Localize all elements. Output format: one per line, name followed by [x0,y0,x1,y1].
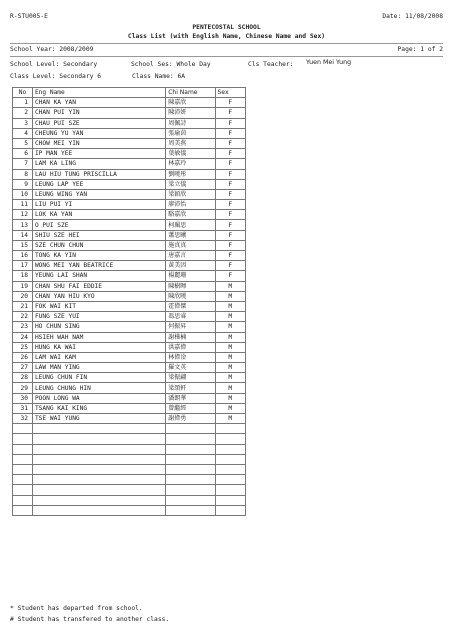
header-divider [10,43,443,44]
table-row [13,189,246,199]
cell-eng-name: IP MAN YEE [32,149,165,159]
cell-chi-name: 梁頌軒 [166,383,215,393]
empty-cell [13,495,33,505]
cell-chi-name: 周美燕 [166,138,215,148]
cell-eng-name: SHIU SZE HEI [32,230,165,240]
cell-eng-name: CHEUNG YU YAN [32,128,165,138]
cell-eng-name: LEUNG LAP YEE [32,179,165,189]
cell-no: 23 [13,322,33,332]
cell-chi-name: 張瑜茵 [166,128,215,138]
empty-cell [215,464,245,474]
cell-eng-name: LAM WAI KAM [32,352,165,362]
cell-sex: M [215,363,245,373]
cell-eng-name: YEUNG LAI SHAN [32,271,165,281]
report-code: R-STU005-E [10,13,48,20]
cell-no: 7 [13,159,33,169]
cell-no: 12 [13,210,33,220]
cell-sex: M [215,373,245,383]
cell-eng-name: SZE CHUN CHUN [32,240,165,250]
cell-sex: M [215,281,245,291]
cell-no: 18 [13,271,33,281]
empty-cell [215,444,245,454]
cell-no: 20 [13,291,33,301]
cell-chi-name: 林偉淦 [166,352,215,362]
column-header-sex: Sex [215,88,245,98]
cell-sex: M [215,352,245,362]
empty-cell [32,424,165,434]
cell-chi-name: 曾繼經 [166,403,215,413]
table-row [13,179,246,189]
cell-no: 16 [13,251,33,261]
empty-cell [13,424,33,434]
table-row [13,363,246,373]
cell-chi-name: 楊麗珊 [166,271,215,281]
table-row [13,251,246,261]
cell-sex: F [215,169,245,179]
cell-chi-name: 霍偉傑 [166,301,215,311]
cell-chi-name: 林嘉玲 [166,159,215,169]
table-row [13,220,246,230]
cell-chi-name: 柯珮思 [166,220,215,230]
cell-eng-name: O PUI SZE [32,220,165,230]
cell-no: 4 [13,128,33,138]
empty-cell [32,485,165,495]
table-row [13,352,246,362]
table-row [13,393,246,403]
cell-sex: M [215,383,245,393]
table-row [13,138,246,148]
empty-row [13,454,246,464]
table-row [13,108,246,118]
table-row [13,383,246,393]
table-row [13,261,246,271]
cell-no: 29 [13,383,33,393]
empty-row [13,424,246,434]
cell-eng-name: POON LONG WA [32,393,165,403]
cell-no: 15 [13,240,33,250]
cell-no: 25 [13,342,33,352]
table-row [13,149,246,159]
empty-cell [215,434,245,444]
cell-sex: F [215,240,245,250]
cell-chi-name: 陳欣曉 [166,291,215,301]
cell-sex: F [215,261,245,271]
cell-no: 30 [13,393,33,403]
cell-no: 24 [13,332,33,342]
cell-eng-name: CHAN YAN HIU KYO [32,291,165,301]
cell-sex: M [215,291,245,301]
empty-cell [13,454,33,464]
empty-cell [32,495,165,505]
cell-no: 31 [13,403,33,413]
cell-eng-name: LAW MAN YING [32,363,165,373]
empty-cell [13,464,33,474]
cell-eng-name: LAM KA LING [32,159,165,169]
cell-sex: F [215,220,245,230]
note-transferred: # Student has transfered to another class. [10,616,170,623]
cell-sex: M [215,322,245,332]
cell-eng-name: HSIEH WAH NAM [32,332,165,342]
cell-sex: F [215,159,245,169]
cell-eng-name: TSANG KAI KING [32,403,165,413]
empty-row [13,485,246,495]
cell-eng-name: CHAN SHU FAI EDDIE [32,281,165,291]
cell-sex: M [215,332,245,342]
report-date [382,13,443,20]
cell-no: 19 [13,281,33,291]
cell-eng-name: FUNG SZE YUI [32,312,165,322]
cell-chi-name: 駱嘉欣 [166,210,215,220]
cell-sex: M [215,301,245,311]
cell-chi-name: 陳嘉欣 [166,98,215,108]
cell-chi-name: 葉敏儀 [166,149,215,159]
cell-no: 9 [13,179,33,189]
cell-sex: F [215,271,245,281]
cell-chi-name: 洪嘉偉 [166,342,215,352]
class-teacher-label: Cls Teacher: [248,61,294,68]
cell-chi-name: 施真真 [166,240,215,250]
empty-cell [215,454,245,464]
cell-no: 1 [13,98,33,108]
cell-sex: F [215,128,245,138]
cell-no: 10 [13,189,33,199]
table-row [13,414,246,424]
cell-sex: F [215,251,245,261]
empty-cell [166,444,215,454]
cell-chi-name: 黃美因 [166,261,215,271]
cell-no: 5 [13,138,33,148]
empty-cell [166,505,215,515]
cell-no: 32 [13,414,33,424]
cell-sex: F [215,118,245,128]
table-row [13,98,246,108]
cell-no: 14 [13,230,33,240]
table-row [13,118,246,128]
cell-no: 8 [13,169,33,179]
cell-chi-name: 謝樺楠 [166,332,215,342]
cell-no: 28 [13,373,33,383]
empty-cell [32,444,165,454]
empty-row [13,444,246,454]
empty-cell [32,434,165,444]
cell-sex: M [215,403,245,413]
cell-chi-name: 梁振翩 [166,373,215,383]
cell-eng-name: FOK WAI KIT [32,301,165,311]
table-row [13,271,246,281]
school-session: School Ses: Whole Day [131,61,211,68]
cell-eng-name: LEUNG CHUNG HIN [32,383,165,393]
cell-eng-name: CHAN KA YAN [32,98,165,108]
table-row [13,301,246,311]
empty-cell [166,434,215,444]
table-row [13,291,246,301]
cell-chi-name: 潘朗華 [166,393,215,403]
table-row [13,240,246,250]
class-name: Class Name: 6A [132,73,186,80]
cell-chi-name: 馮思睿 [166,312,215,322]
empty-row [13,505,246,515]
cell-no: 21 [13,301,33,311]
class-teacher: Yuen Mei Yung [306,59,352,66]
date-label: Date: [382,13,402,20]
empty-cell [13,434,33,444]
cell-chi-name: 周佩詩 [166,118,215,128]
cell-chi-name: 廖沛怡 [166,200,215,210]
empty-cell [215,424,245,434]
empty-cell [215,485,245,495]
table-row [13,159,246,169]
cell-sex: M [215,393,245,403]
date-value: 11/08/2008 [405,13,443,20]
empty-cell [166,485,215,495]
table-row [13,312,246,322]
empty-cell [13,444,33,454]
info-divider [10,56,443,57]
empty-cell [215,505,245,515]
empty-row [13,464,246,474]
table-row [13,169,246,179]
school-year: School Year: 2008/2009 [10,46,94,53]
cell-sex: F [215,149,245,159]
cell-no: 6 [13,149,33,159]
table-row [13,230,246,240]
empty-cell [166,475,215,485]
cell-chi-name: 劉曉彤 [166,169,215,179]
cell-chi-name: 何振昇 [166,322,215,332]
cell-no: 2 [13,108,33,118]
table-row [13,342,246,352]
cell-no: 27 [13,363,33,373]
empty-cell [32,464,165,474]
cell-eng-name: HO CHUN SING [32,322,165,332]
school-name: PENTECOSTAL SCHOOL [192,24,261,31]
empty-cell [166,454,215,464]
cell-eng-name: LEUNG WING YAN [32,189,165,199]
empty-row [13,475,246,485]
cell-sex: M [215,342,245,352]
cell-sex: M [215,414,245,424]
cell-eng-name: LEUNG CHUN FIN [32,373,165,383]
report-title: Class List (with English Name, Chinese Name and Sex) [127,33,326,40]
cell-sex: M [215,312,245,322]
empty-cell [166,495,215,505]
cell-sex: F [215,179,245,189]
empty-cell [32,505,165,515]
cell-chi-name: 謝偉勇 [166,414,215,424]
note-departed: * Student has departed from school. [10,605,143,612]
cell-chi-name: 梁穎欣 [166,189,215,199]
cell-no: 13 [13,220,33,230]
table-header-row [13,88,246,98]
cell-no: 17 [13,261,33,271]
cell-eng-name: LIU PUI YI [32,200,165,210]
cell-sex: F [215,98,245,108]
column-header-chi-name: Chi Name [166,88,215,98]
class-list-table [12,87,246,516]
column-header-no: No [13,88,33,98]
cell-sex: F [215,189,245,199]
empty-cell [13,505,33,515]
empty-cell [215,475,245,485]
cell-sex: F [215,138,245,148]
school-level: School Level: Secondary [10,61,98,68]
table-row [13,200,246,210]
cell-chi-name: 唐嘉言 [166,251,215,261]
empty-cell [13,485,33,495]
empty-cell [166,464,215,474]
table-row [13,332,246,342]
table-row [13,322,246,332]
cell-sex: F [215,210,245,220]
table-row [13,281,246,291]
cell-chi-name: 蕭思曦 [166,230,215,240]
cell-chi-name: 羅文英 [166,363,215,373]
empty-row [13,434,246,444]
cell-no: 26 [13,352,33,362]
empty-cell [13,475,33,485]
empty-cell [32,475,165,485]
table-row [13,210,246,220]
cell-eng-name: TONG KA YIN [32,251,165,261]
cell-eng-name: HUNG KA WAI [32,342,165,352]
table-row [13,128,246,138]
cell-eng-name: LOK KA YAN [32,210,165,220]
cell-eng-name: LAU HIU TUNG PRISCILLA [32,169,165,179]
class-level: Class Level: Secondary 6 [10,73,101,80]
table-row [13,403,246,413]
cell-chi-name: 陳沛妍 [166,108,215,118]
table-row [13,373,246,383]
cell-sex: F [215,230,245,240]
cell-eng-name: CHAU PUI SZE [32,118,165,128]
empty-cell [166,424,215,434]
page-indicator: Page: 1 of 2 [397,46,443,53]
cell-eng-name: CHAN PUI YIN [32,108,165,118]
cell-sex: F [215,108,245,118]
column-header-eng-name: Eng Name [32,88,165,98]
cell-sex: F [215,200,245,210]
cell-eng-name: WONG MEI YAN BEATRICE [32,261,165,271]
cell-eng-name: TSE WAI YUNG [32,414,165,424]
cell-eng-name: CHOW MEI YIN [32,138,165,148]
cell-chi-name: 陳樹暉 [166,281,215,291]
empty-row [13,495,246,505]
empty-cell [215,495,245,505]
cell-chi-name: 梁立儀 [166,179,215,189]
cell-no: 3 [13,118,33,128]
empty-cell [32,454,165,464]
cell-no: 22 [13,312,33,322]
table-body [13,98,246,516]
cell-no: 11 [13,200,33,210]
